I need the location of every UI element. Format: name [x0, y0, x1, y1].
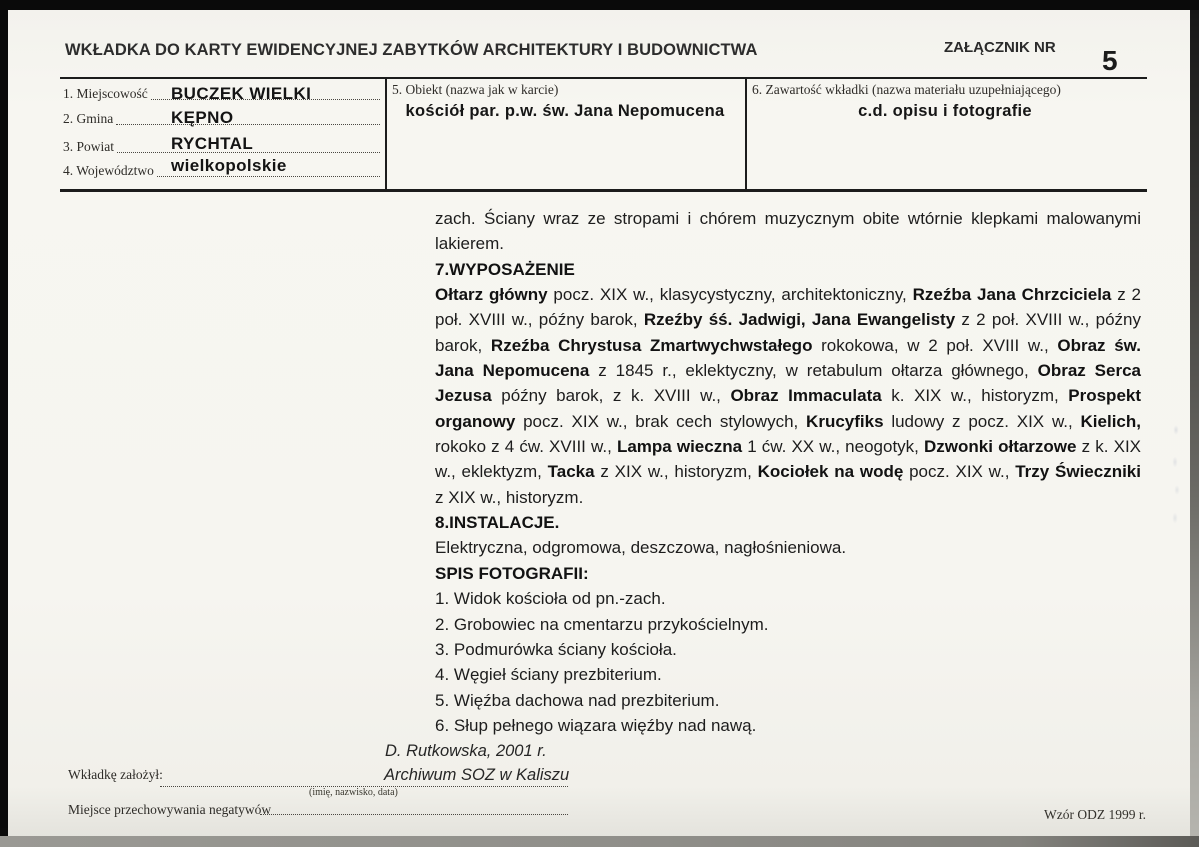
body-line — [435, 510, 1141, 535]
founder-field-label: Wkładkę założył: — [68, 767, 163, 782]
field-value: KĘPNO — [171, 108, 234, 127]
record-card-page — [8, 10, 1190, 836]
body-segment-bold: organowy — [435, 411, 516, 431]
body-segment: Elektryczna, odgromowa, deszczowa, nagłośnieniowa. — [435, 538, 847, 558]
scan-edge-right — [1190, 10, 1199, 836]
body-segment: 3. Podmurówka ściany kościoła. — [435, 639, 677, 659]
header-table-divider-1 — [385, 77, 387, 192]
negatives-field-label: Miejsce przechowywania negatywów — [68, 802, 272, 817]
body-segment: z 2 — [1111, 285, 1141, 305]
body-segment: 6. Słup pełnego wiązara więźby nad nawą. — [435, 715, 757, 735]
body-segment: z XIX w., historyzm, — [594, 462, 758, 482]
header-table-top-rule — [60, 77, 1147, 79]
body-line — [435, 383, 1141, 408]
body-segment-bold: 7.WYPOSAŻENIE — [435, 259, 575, 279]
body-segment: z 1845 r., eklektyczny, w retabulum ołtarza głównego, — [589, 361, 1038, 381]
archive-note: Archiwum SOZ w Kaliszu — [384, 766, 570, 784]
body-segment-bold: Trzy Świeczniki — [1015, 462, 1141, 482]
body-line — [435, 231, 1141, 256]
body-line — [435, 612, 1141, 637]
body-segment: lakierem. — [435, 234, 504, 254]
body-segment-bold: Prospekt — [1068, 386, 1142, 406]
body-segment-bold: Obraz Serca — [1037, 361, 1141, 381]
body-segment: 1. Widok kościoła od pn.-zach. — [435, 589, 666, 609]
body-line — [435, 358, 1141, 383]
body-segment: z 2 poł. XVIII w., późny — [955, 310, 1141, 330]
body-line — [435, 586, 1141, 611]
body-segment: 1 ćw. XX w., neogotyk, — [742, 437, 925, 457]
body-line — [435, 257, 1141, 282]
body-line — [435, 637, 1141, 662]
description-text — [435, 206, 1141, 738]
body-segment: barok, — [435, 335, 491, 355]
body-segment-bold: Rzeźby śś. Jadwigi, Jana Ewangelisty — [643, 310, 956, 330]
body-segment-bold: 8.INSTALACJE. — [435, 513, 560, 533]
body-line — [435, 713, 1141, 738]
body-segment: w., eklektyzm, — [435, 462, 548, 482]
body-segment-bold: Tacka — [547, 462, 595, 482]
body-segment-bold: Krucyfiks — [806, 411, 884, 431]
body-segment: z XIX w., historyzm. — [435, 487, 584, 507]
body-line — [435, 459, 1141, 484]
body-segment-bold: Rzeźba Chrystusa Zmartwychwstałego — [490, 335, 813, 355]
body-line — [435, 688, 1141, 713]
body-line — [435, 434, 1141, 459]
content-field-label: 6. Zawartość wkładki (nazwa materiału uzupełniającego) — [752, 82, 1061, 97]
object-field-value: kościół par. p.w. św. Jana Nepomucena — [405, 102, 725, 120]
body-line — [435, 307, 1141, 332]
body-segment: pocz. XIX w., — [903, 462, 1016, 482]
body-line — [435, 282, 1141, 307]
body-segment: zach. Ściany wraz ze stropami i chórem muzycznym obite wtórnie klepkami malowanymi — [435, 209, 1141, 228]
body-segment: późny barok, z k. XVIII w., — [491, 386, 731, 406]
body-line — [435, 485, 1141, 510]
body-line — [435, 409, 1141, 434]
body-segment-bold: Kociołek na wodę — [757, 462, 904, 482]
body-segment-bold: Jana Nepomucena — [435, 361, 590, 381]
form-template-note: Wzór ODZ 1999 r. — [1044, 807, 1146, 822]
field-label: 3. Powiat — [63, 139, 115, 154]
scan-artifact-smudge — [1168, 418, 1184, 534]
body-segment-bold: Lampa wieczna — [616, 437, 743, 457]
body-segment-bold: Obraz św. — [1057, 335, 1141, 355]
scan-edge-bottom — [0, 836, 1199, 847]
field-value: BUCZEK WIELKI — [171, 84, 312, 103]
body-segment-bold: Ołtarz główny — [435, 285, 548, 305]
annex-number: 5 — [1102, 45, 1118, 76]
body-segment-bold: Rzeźba Jana Chrzciciela — [912, 285, 1112, 305]
scan-edge-left — [0, 0, 8, 828]
body-segment: 5. Więźba dachowa nad prezbiterium. — [435, 690, 720, 710]
field-value: RYCHTAL — [171, 134, 254, 153]
body-segment: poł. XVIII w., późny barok, — [435, 310, 644, 330]
body-segment: k. XIX w., historyzm, — [881, 386, 1069, 406]
dotted-leader — [116, 123, 380, 125]
field-label: 2. Gmina — [63, 111, 114, 126]
negatives-dotted-line — [260, 800, 568, 815]
body-segment: 4. Węgieł ściany prezbiterium. — [435, 665, 662, 685]
body-segment-bold: SPIS FOTOGRAFII: — [435, 563, 589, 583]
body-segment-bold: Kielich, — [1080, 411, 1141, 431]
content-field-value: c.d. opisu i fotografie — [858, 102, 1032, 120]
body-segment: ludowy z pocz. XIX w., — [883, 411, 1081, 431]
object-field-label: 5. Obiekt (nazwa jak w karcie) — [392, 82, 559, 97]
body-segment: pocz. XIX w., brak cech stylowych, — [515, 411, 807, 431]
body-line — [435, 206, 1141, 231]
body-segment-bold: Jezusa — [435, 386, 492, 406]
body-segment: rokokowa, w 2 poł. XVIII w., — [812, 335, 1058, 355]
field-label: 4. Województwo — [63, 163, 154, 178]
founder-field-hint: (imię, nazwisko, data) — [309, 787, 398, 798]
body-line — [435, 333, 1141, 358]
signature-author: D. Rutkowska, 2001 r. — [385, 742, 547, 760]
header-table-divider-2 — [745, 77, 747, 192]
annex-label: ZAŁĄCZNIK NR — [944, 39, 1056, 56]
field-value: wielkopolskie — [171, 156, 287, 175]
body-segment: pocz. XIX w., klasycystyczny, architektoniczny, — [547, 285, 913, 305]
field-label: 1. Miejscowość — [63, 86, 148, 101]
body-line — [435, 662, 1141, 687]
body-segment: z k. XIX — [1076, 437, 1142, 457]
body-segment-bold: Obraz Immaculata — [730, 386, 882, 406]
body-line — [435, 561, 1141, 586]
body-line — [435, 535, 1141, 560]
body-segment: rokoko z 4 ćw. XVIII w., — [435, 437, 617, 457]
document-title: WKŁADKA DO KARTY EWIDENCYJNEJ ZABYTKÓW ARCHITEKTURY I BUDOWNICTWA — [65, 41, 758, 59]
body-segment: 2. Grobowiec na cmentarzu przykościelnym. — [435, 614, 769, 634]
scan-edge-top — [0, 0, 1199, 10]
body-segment-bold: Dzwonki ołtarzowe — [924, 437, 1077, 457]
header-table-bottom-rule — [60, 189, 1147, 192]
